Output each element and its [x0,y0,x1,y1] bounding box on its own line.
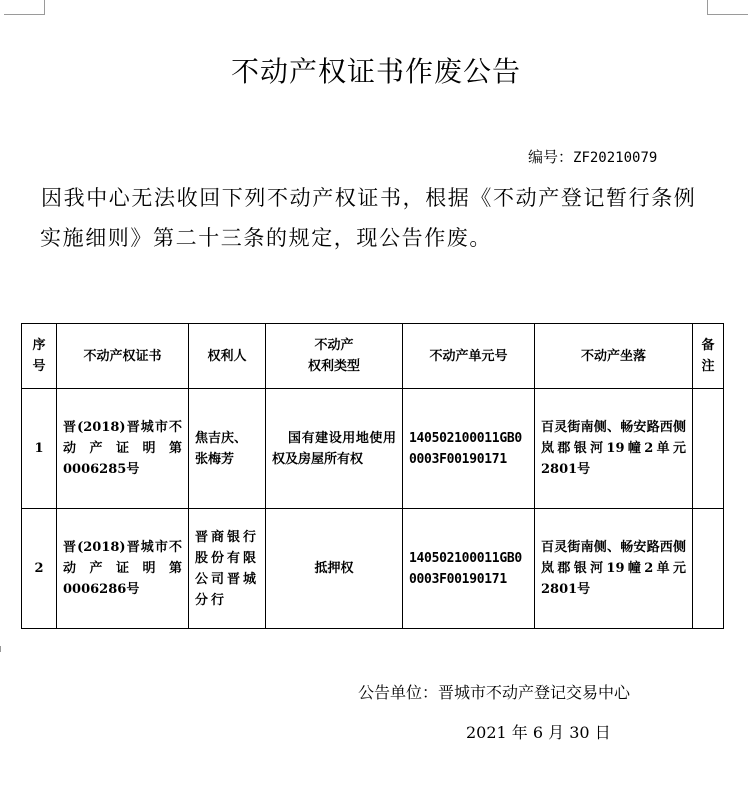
header-type-line2: 权利类型 [307,359,360,374]
header-remark: 备注 [693,324,724,389]
document-number-label: 编号： [528,148,574,166]
row1-type: 国有建设用地使用权及房屋所有权 [266,389,403,509]
row1-remark [693,389,724,509]
row1-owner: 焦吉庆、张梅芳 [189,389,266,509]
table-row [22,509,724,629]
table-row [22,389,724,509]
header-type [266,324,403,389]
row1-unit: 140502100011GB00003F00190171 [403,389,535,509]
header-owner: 权利人 [189,324,266,389]
header-unit: 不动产单元号 [403,324,535,389]
page-corner-mark-right [707,0,748,15]
row2-cert: 晋(2018)晋城市不动产证明第0006286号 [57,509,189,629]
issuing-unit: 公告单位：晋城市不动产登记交易中心 [358,683,631,702]
row2-seq: 2 [22,509,57,629]
page-corner-mark-left [4,0,45,15]
table-header-row [22,324,724,389]
header-location: 不动产坐落 [535,324,693,389]
header-seq: 序号 [22,324,57,389]
row1-cert: 晋(2018)晋城市不动产证明第0006285号 [57,389,189,509]
document-number-value: ZF20210079 [573,150,658,166]
page-edge-tick [0,646,4,652]
row2-type: 抵押权 [266,509,403,629]
row1-location: 百灵街南侧、畅安路西侧岚郡银河19幢2单元2801号 [535,389,693,509]
header-cert: 不动产权证书 [57,324,189,389]
issue-date: 2021 年 6 月 30 日 [466,723,611,742]
void-certificate-table [21,323,724,629]
row1-seq: 1 [22,389,57,509]
row2-location: 百灵街南侧、畅安路西侧岚郡银河19幢2单元2801号 [535,509,693,629]
notice-paragraph: 因我中心无法收回下列不动产权证书，根据《不动产登记暂行条例实施细则》第二十三条的规定，现公告作废。 [40,186,697,250]
page-title: 不动产权证书作废公告 [230,55,521,88]
row2-remark [693,509,724,629]
header-type-line1: 不动产 [314,338,354,353]
row2-owner: 晋商银行股份有限公司晋城分行 [189,509,266,629]
document-number [528,146,657,167]
row2-unit: 140502100011GB00003F00190171 [403,509,535,629]
